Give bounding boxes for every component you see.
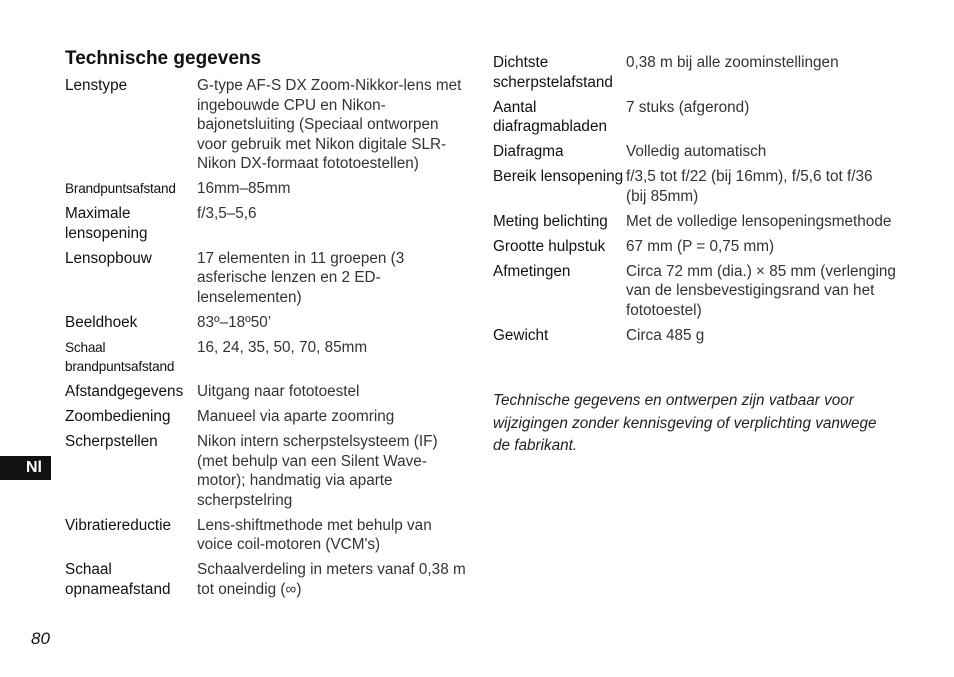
spec-row (65, 204, 467, 249)
spec-value: Schaalverdeling in meters vanaf 0,38 m tot oneindig (∞) (197, 561, 466, 598)
spec-value: Lens-shiftmethode met behulp van voice coil-motoren (VCM's) (197, 516, 432, 553)
spec-row (493, 142, 896, 167)
spec-row (493, 53, 896, 98)
spec-row (65, 516, 467, 561)
page-title: Technische gegevens (65, 48, 262, 69)
spec-label: Zoombediening (65, 408, 171, 425)
spec-value: 67 mm (P = 0,75 mm) (626, 237, 775, 255)
spec-row (65, 338, 467, 383)
spec-row (493, 326, 896, 351)
spec-row (65, 76, 467, 179)
spec-label: Dichtste scherpstelafstand (493, 54, 613, 91)
spec-value: Met de volledige lensopeningsmethode (626, 212, 892, 230)
spec-row (65, 432, 467, 516)
spec-value: G-type AF-S DX Zoom-Nikkor-lens met ingebouwde CPU en Nikon-bajonetsluiting (Speciaal ontworpen voor gebruik met Nikon digitale SLR-Nikon DX-formaat fototoestellen) (197, 77, 462, 172)
spec-table-left (65, 76, 467, 605)
spec-value: 7 stuks (afgerond) (626, 98, 750, 116)
spec-label: Maximale lensopening (65, 205, 148, 242)
spec-row (65, 407, 467, 432)
spec-row (493, 167, 896, 212)
spec-label: Vibratiereductie (65, 516, 172, 534)
spec-label: Gewicht (493, 326, 549, 344)
spec-label: Grootte hulpstuk (493, 237, 606, 255)
spec-label: Scherpstellen (65, 433, 158, 450)
spec-label: Bereik lensopening (493, 168, 624, 185)
spec-label: Afstandgegevens (65, 383, 184, 400)
spec-row (493, 262, 896, 326)
spec-value: Uitgang naar fototoestel (197, 383, 360, 400)
spec-row (65, 249, 467, 313)
spec-value: 17 elementen in 11 groepen (3 asferische lenzen en 2 ED-lenselementen) (197, 249, 405, 306)
spec-label: Lensopbouw (65, 249, 152, 267)
spec-value: 0,38 m bij alle zoominstellingen (626, 54, 839, 71)
spec-label: Beeldhoek (65, 313, 138, 331)
spec-value: f/3,5 tot f/22 (bij 16mm), f/5,6 tot f/36 (bij 85mm) (626, 168, 873, 205)
spec-row (65, 313, 467, 338)
spec-label: Schaal opnameafstand (65, 561, 171, 598)
spec-row (65, 179, 467, 204)
spec-label: Schaal brandpuntsafstand (65, 339, 175, 374)
spec-value: Circa 485 g (626, 326, 705, 344)
spec-row (493, 98, 896, 143)
spec-value: Nikon intern scherpstelsysteem (IF) (met behulp van een Silent Wave-motor); handmatig via aparte scherpstelring (197, 433, 438, 509)
spec-label: Brandpuntsafstand (65, 181, 176, 196)
language-tab: Nl (0, 456, 51, 480)
spec-value: 16, 24, 35, 50, 70, 85mm (197, 338, 368, 356)
spec-row (493, 212, 896, 237)
spec-row (493, 237, 896, 262)
spec-value: Circa 72 mm (dia.) × 85 mm (verlenging van de lensbevestigingsrand van het fototoestel) (626, 262, 896, 319)
spec-table-right (493, 53, 896, 351)
spec-value: Volledig automatisch (626, 143, 767, 160)
spec-value: 16mm–85mm (197, 180, 291, 197)
spec-label: Aantal diafragmabladen (493, 98, 607, 135)
page-number: 80 (31, 629, 50, 648)
spec-value: Manueel via aparte zoomring (197, 408, 395, 425)
disclaimer-note: Technische gegevens en ontwerpen zijn vatbaar voor wijzigingen zonder kennisgeving of verplichting vanwege de fabrikant. (493, 392, 877, 454)
spec-row (65, 382, 467, 407)
spec-row (65, 560, 467, 605)
spec-value: f/3,5–5,6 (197, 205, 257, 222)
spec-label: Lenstype (65, 77, 128, 94)
spec-label: Meting belichting (493, 212, 608, 230)
spec-label: Afmetingen (493, 262, 571, 280)
spec-value: 83º–18º50’ (197, 313, 272, 331)
spec-label: Diafragma (493, 143, 564, 160)
